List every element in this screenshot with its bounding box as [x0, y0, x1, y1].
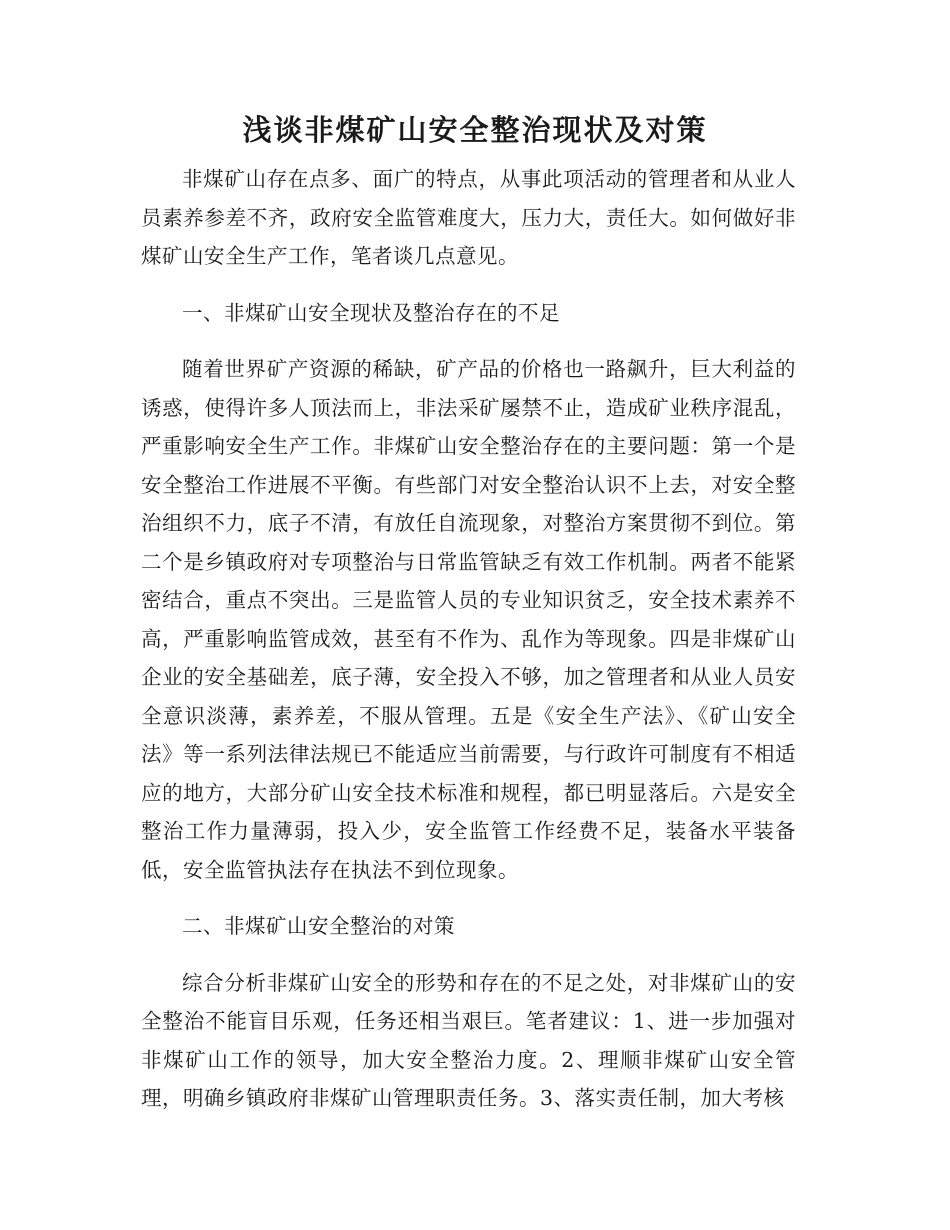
section-1-heading: 一、非煤矿山安全现状及整治存在的不足 — [182, 300, 560, 325]
section-2-paragraph: 综合分析非煤矿山安全的形势和存在的不足之处，对非煤矿山的安全整治不能盲目乐观，任务还相当艰巨。笔者建议：1、进一步加强对非煤矿山工作的领导，加大安全整治力度。2、理顺非煤矿山安全管理，明确乡镇政府非煤矿山管理职责任务。3、落实责任制，加大考核 — [141, 970, 796, 1110]
paragraph-gap — [141, 332, 796, 350]
paragraph-gap — [141, 946, 796, 964]
document-title: 浅谈非煤矿山安全整治现状及对策 — [242, 113, 708, 147]
paragraph-gap — [141, 276, 796, 294]
section-1-paragraph: 随着世界矿产资源的稀缺，矿产品的价格也一路飙升，巨大利益的诱惑，使得许多人顶法而上，非法采矿屡禁不止，造成矿业秩序混乱，严重影响安全生产工作。非煤矿山安全整治存在的主要问题：第一个是安全整治工作进展不平衡。有些部门对安全整治认识不上去，对安全整治组织不力，底子不清，有放任自流现象，对整治方案贯彻不到位。第二个是乡镇政府对专项整治与日常监管缺乏有效工作机制。两者不能紧密结合，重点不突出。三是监管人员的专业知识贫乏，安全技术素养不高，严重影响监管成效，甚至有不作为、乱作为等现象。四是非煤矿山企业的安全基础差，底子薄，安全投入不够，加之管理者和从业人员安全意识淡薄，素养差，不服从管理。五是《安全生产法》、《矿山安全法》等一系列法律法规已不能适应当前需要，与行政许可制度有不相适应的地方，大部分矿山安全技术标准和规程，都已明显落后。六是安全整治工作力量薄弱，投入少，安全监管工作经费不足，装备水平装备低，安全监管执法存在执法不到位现象。 — [141, 357, 796, 882]
intro-paragraph: 非煤矿山存在点多、面广的特点，从事此项活动的管理者和从业人员素养参差不齐，政府安全监管难度大，压力大，责任大。如何做好非煤矿山安全生产工作，笔者谈几点意见。 — [141, 167, 796, 268]
document-body — [141, 160, 796, 1118]
paragraph-gap — [141, 889, 796, 907]
section-2-heading: 二、非煤矿山安全整治的对策 — [182, 914, 455, 938]
